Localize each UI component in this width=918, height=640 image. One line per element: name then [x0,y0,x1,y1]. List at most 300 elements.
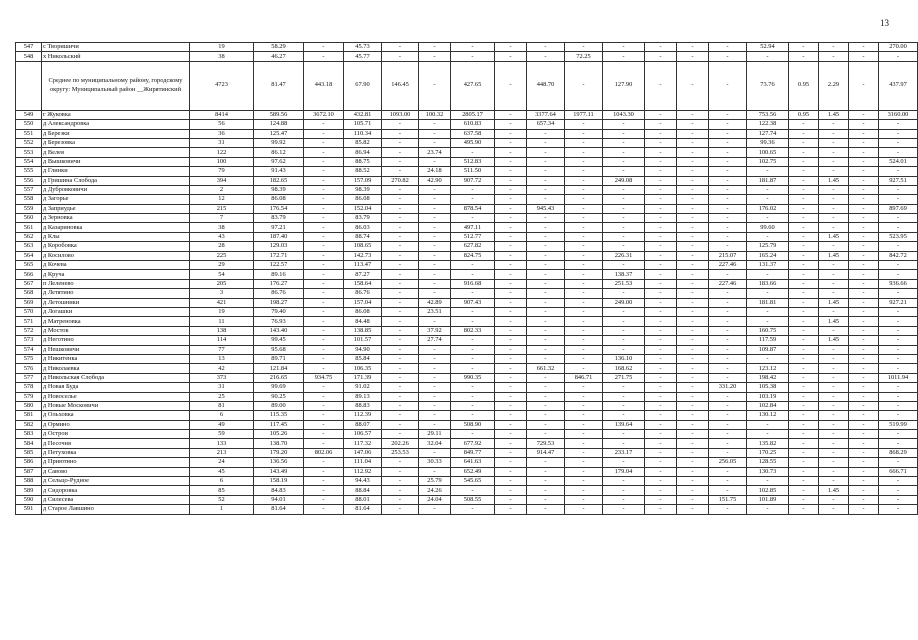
value-cell: - [789,354,819,363]
value-cell: 25.79 [419,477,451,486]
value-cell: 12 [190,195,254,204]
table-row [16,289,918,298]
value-cell: - [527,129,565,138]
value-cell: 6 [190,411,254,420]
value-cell: 73.76 [747,61,789,110]
value-cell: 88.75 [344,157,382,166]
value-cell: - [849,336,879,345]
value-cell: 868.29 [879,448,918,457]
value-cell: - [709,411,747,420]
value-cell: - [677,439,709,448]
value-cell: - [849,232,879,241]
value-cell: 30.33 [419,458,451,467]
value-cell: - [382,307,419,316]
value-cell: - [849,270,879,279]
value-cell: - [645,120,677,129]
value-cell: - [819,129,849,138]
value-cell: - [849,439,879,448]
value-cell: - [565,448,603,457]
value-cell: - [527,411,565,420]
value-cell: - [879,439,918,448]
settlement-name-cell: д Новые Московичи [42,401,190,410]
row-number-cell: 564 [16,251,42,260]
value-cell: - [645,467,677,476]
row-number-cell: 581 [16,411,42,420]
value-cell: 29 [190,261,254,270]
value-cell: - [527,307,565,316]
value-cell: - [789,411,819,420]
settlement-name-cell: д Песочня [42,439,190,448]
value-cell: - [495,448,527,457]
value-cell: 512.83 [451,157,495,166]
table-row [16,486,918,495]
value-cell: 226.31 [603,251,645,260]
value-cell: - [677,232,709,241]
value-cell: - [819,261,849,270]
value-cell: - [304,242,344,251]
value-cell: - [709,176,747,185]
value-cell: - [304,43,344,52]
value-cell: 136.56 [254,458,304,467]
value-cell: - [849,204,879,213]
value-cell: - [677,354,709,363]
value-cell: 1977.11 [565,110,603,119]
value-cell: 253.53 [382,448,419,457]
table-row [16,298,918,307]
value-cell: 106.35 [344,364,382,373]
value-cell: 24.04 [419,495,451,504]
value-cell: 802.06 [304,448,344,457]
value-cell: - [789,120,819,129]
value-cell: - [495,298,527,307]
value-cell: 1.45 [819,110,849,119]
value-cell: - [709,270,747,279]
value-cell: 105.26 [254,430,304,439]
value-cell: - [451,214,495,223]
value-cell: 111.04 [344,458,382,467]
value-cell: - [645,242,677,251]
value-cell: - [709,326,747,335]
value-cell: - [382,167,419,176]
settlement-name-cell: д Острои [42,430,190,439]
table-row [16,157,918,166]
value-cell: 99.36 [747,138,789,147]
value-cell: - [419,61,451,110]
value-cell: 729.53 [527,439,565,448]
value-cell: 1.45 [819,336,849,345]
table-row [16,120,918,129]
value-cell: - [419,195,451,204]
value-cell: 171.39 [344,373,382,382]
value-cell: - [677,223,709,232]
value-cell: 666.71 [879,467,918,476]
value-cell: - [382,270,419,279]
value-cell: - [527,326,565,335]
settlement-name-cell: д Ольховка [42,411,190,420]
value-cell: - [709,307,747,316]
value-cell: 43 [190,232,254,241]
value-cell: 495.90 [451,138,495,147]
value-cell: - [451,392,495,401]
value-cell: - [603,167,645,176]
value-cell: - [747,317,789,326]
value-cell: - [879,129,918,138]
value-cell: - [645,505,677,514]
value-cell: 443.18 [304,61,344,110]
value-cell: 225 [190,251,254,260]
settlement-name-cell: д Гришина Слобода [42,176,190,185]
table-row [16,270,918,279]
value-cell: 202.26 [382,439,419,448]
value-cell: 58.29 [254,43,304,52]
value-cell: - [819,477,849,486]
value-cell: - [527,336,565,345]
value-cell: 842.72 [879,251,918,260]
settlement-name-cell: д Мосток [42,326,190,335]
value-cell: - [603,307,645,316]
value-cell: 86.03 [344,223,382,232]
value-cell: 1 [190,505,254,514]
value-cell: - [419,204,451,213]
row-number-cell: 555 [16,167,42,176]
table-row [16,505,918,514]
value-cell: - [603,430,645,439]
row-number-cell [16,61,42,110]
value-cell: - [677,317,709,326]
settlement-name-cell: д Силесева [42,495,190,504]
value-cell: 42 [190,364,254,373]
table-row [16,354,918,363]
value-cell: - [709,195,747,204]
value-cell: 215.07 [709,251,747,260]
row-number-cell: 571 [16,317,42,326]
value-cell: - [709,223,747,232]
value-cell: 216.65 [254,373,304,382]
value-cell: - [419,251,451,260]
value-cell: - [527,242,565,251]
value-cell: - [304,420,344,429]
table-row [16,167,918,176]
value-cell: - [709,52,747,61]
value-cell: 1.45 [819,232,849,241]
value-cell: - [495,214,527,223]
value-cell: 98.39 [344,185,382,194]
value-cell: - [565,176,603,185]
value-cell: - [819,148,849,157]
value-cell: - [849,195,879,204]
value-cell: - [565,317,603,326]
value-cell: - [565,298,603,307]
value-cell: - [849,148,879,157]
value-cell: - [565,279,603,288]
row-number-cell: 552 [16,138,42,147]
value-cell: 86.08 [344,307,382,316]
value-cell: - [747,167,789,176]
value-cell: - [677,120,709,129]
value-cell: - [304,120,344,129]
value-cell: - [709,477,747,486]
value-cell: 106.57 [344,430,382,439]
value-cell: - [382,495,419,504]
value-cell: - [565,167,603,176]
value-cell: - [565,345,603,354]
value-cell: - [677,505,709,514]
value-cell: - [603,261,645,270]
value-cell: 1.45 [819,486,849,495]
value-cell: - [527,52,565,61]
value-cell: - [709,448,747,457]
value-cell: - [495,129,527,138]
value-cell: - [879,242,918,251]
value-cell: 179.04 [603,467,645,476]
value-cell: 24.26 [419,486,451,495]
table-row [16,43,918,52]
value-cell: - [789,214,819,223]
value-cell: - [747,307,789,316]
value-cell: 125.79 [747,242,789,251]
value-cell: - [645,336,677,345]
value-cell: 97.62 [254,157,304,166]
value-cell: - [565,439,603,448]
value-cell: - [819,307,849,316]
value-cell: - [645,279,677,288]
value-cell: - [709,317,747,326]
value-cell: - [304,204,344,213]
value-cell: 31 [190,138,254,147]
value-cell: - [382,261,419,270]
value-cell: - [451,345,495,354]
row-number-cell: 547 [16,43,42,52]
value-cell: - [382,242,419,251]
row-number-cell: 568 [16,289,42,298]
value-cell: 0.95 [789,61,819,110]
value-cell: - [789,392,819,401]
value-cell: - [645,401,677,410]
value-cell: - [565,364,603,373]
value-cell: 373 [190,373,254,382]
value-cell: - [645,354,677,363]
value-cell: - [849,185,879,194]
value-cell: - [565,430,603,439]
settlement-name-cell: п Леленево [42,279,190,288]
value-cell: - [819,167,849,176]
value-cell: - [819,448,849,457]
value-cell: 227.46 [709,279,747,288]
value-cell: 45 [190,467,254,476]
value-cell: 86.76 [344,289,382,298]
value-cell: - [677,401,709,410]
value-cell: 67.90 [344,61,382,110]
value-cell: - [709,289,747,298]
value-cell: - [645,270,677,279]
value-cell: - [565,148,603,157]
value-cell: 394 [190,176,254,185]
value-cell: - [747,214,789,223]
settlement-name-cell: д Александровка [42,120,190,129]
value-cell: - [879,223,918,232]
value-cell: - [527,232,565,241]
table-row [16,204,918,213]
value-cell: - [419,411,451,420]
value-cell: - [565,495,603,504]
value-cell: 19 [190,43,254,52]
value-cell: 89.16 [254,270,304,279]
value-cell: 182.65 [254,176,304,185]
value-cell: - [879,52,918,61]
value-cell: - [304,223,344,232]
value-cell: - [677,185,709,194]
value-cell: - [382,430,419,439]
value-cell: - [645,439,677,448]
value-cell: 37.92 [419,326,451,335]
value-cell: - [419,373,451,382]
value-cell: 124.88 [254,120,304,129]
value-cell: - [382,373,419,382]
value-cell: 187.40 [254,232,304,241]
value-cell: - [879,261,918,270]
value-cell: - [879,495,918,504]
value-cell: - [879,214,918,223]
settlement-name-cell: д Сельцо-Рудное [42,477,190,486]
value-cell: 85.82 [344,138,382,147]
value-cell: - [304,185,344,194]
value-cell: - [677,261,709,270]
value-cell: - [304,364,344,373]
value-cell: 497.11 [451,223,495,232]
value-cell: - [849,354,879,363]
settlement-name-cell: д Косилово [42,251,190,260]
value-cell: - [789,261,819,270]
value-cell: - [527,167,565,176]
table-row [16,495,918,504]
row-number-cell: 567 [16,279,42,288]
value-cell: - [879,167,918,176]
value-cell: - [451,505,495,514]
value-cell: 130.12 [747,411,789,420]
value-cell: 95.68 [254,345,304,354]
settlement-name-cell: д Дубровковичи [42,185,190,194]
value-cell: - [789,326,819,335]
value-cell: - [304,279,344,288]
value-cell: 215 [190,204,254,213]
value-cell: 32.04 [419,439,451,448]
value-cell: 99.69 [254,383,304,392]
value-cell: 143.49 [254,467,304,476]
value-cell: 511.50 [451,167,495,176]
settlement-name-cell: д Кочева [42,261,190,270]
settlement-name-cell: д Николаевка [42,364,190,373]
value-cell: - [565,261,603,270]
value-cell: - [849,458,879,467]
value-cell: - [709,214,747,223]
value-cell: - [879,392,918,401]
table-row [16,467,918,476]
value-cell: - [789,307,819,316]
value-cell: - [565,354,603,363]
table-row [16,138,918,147]
value-cell: - [789,420,819,429]
value-cell: 94.01 [254,495,304,504]
value-cell: - [451,270,495,279]
value-cell: 907.43 [451,298,495,307]
value-cell: - [304,167,344,176]
value-cell: 113.47 [344,261,382,270]
value-cell: - [451,401,495,410]
value-cell: - [747,52,789,61]
value-cell: 147.06 [344,448,382,457]
value-cell: 157.09 [344,176,382,185]
value-cell: 103.19 [747,392,789,401]
value-cell: - [565,467,603,476]
value-cell: 45.73 [344,43,382,52]
settlement-name-cell: д Нешковичи [42,345,190,354]
value-cell: - [789,204,819,213]
value-cell: - [419,401,451,410]
value-cell: 19 [190,307,254,316]
value-cell: - [645,251,677,260]
value-cell: - [677,157,709,166]
table-row [16,326,918,335]
value-cell: - [849,176,879,185]
value-cell: - [451,317,495,326]
table-row [16,195,918,204]
value-cell: 138.85 [344,326,382,335]
row-number-cell: 577 [16,373,42,382]
value-cell: - [419,185,451,194]
value-cell: - [304,430,344,439]
value-cell: - [819,383,849,392]
value-cell: 135.82 [747,439,789,448]
value-cell: 1.45 [819,251,849,260]
value-cell: - [603,411,645,420]
value-cell: - [495,167,527,176]
value-cell: - [789,195,819,204]
value-cell: 38 [190,223,254,232]
value-cell: 115.35 [254,411,304,420]
value-cell: 85.84 [344,354,382,363]
value-cell: - [709,439,747,448]
value-cell: - [495,251,527,260]
value-cell: - [709,392,747,401]
value-cell: - [819,505,849,514]
row-number-cell: 580 [16,401,42,410]
value-cell: 81.47 [254,61,304,110]
value-cell: - [495,458,527,467]
value-cell: - [304,148,344,157]
value-cell: - [527,317,565,326]
value-cell: 897.69 [879,204,918,213]
value-cell: - [419,270,451,279]
value-cell: - [495,401,527,410]
value-cell: 90.25 [254,392,304,401]
value-cell: - [527,289,565,298]
value-cell: - [565,223,603,232]
value-cell: - [304,214,344,223]
value-cell: - [747,185,789,194]
value-cell: - [849,167,879,176]
value-cell: - [495,52,527,61]
value-cell: - [527,176,565,185]
value-cell: 87.27 [344,270,382,279]
value-cell: 83.79 [254,214,304,223]
value-cell: - [304,307,344,316]
value-cell: 121.84 [254,364,304,373]
row-number-cell: 584 [16,439,42,448]
value-cell: - [603,477,645,486]
value-cell: - [789,505,819,514]
value-cell: - [789,232,819,241]
settlement-name-cell: д Березки [42,129,190,138]
